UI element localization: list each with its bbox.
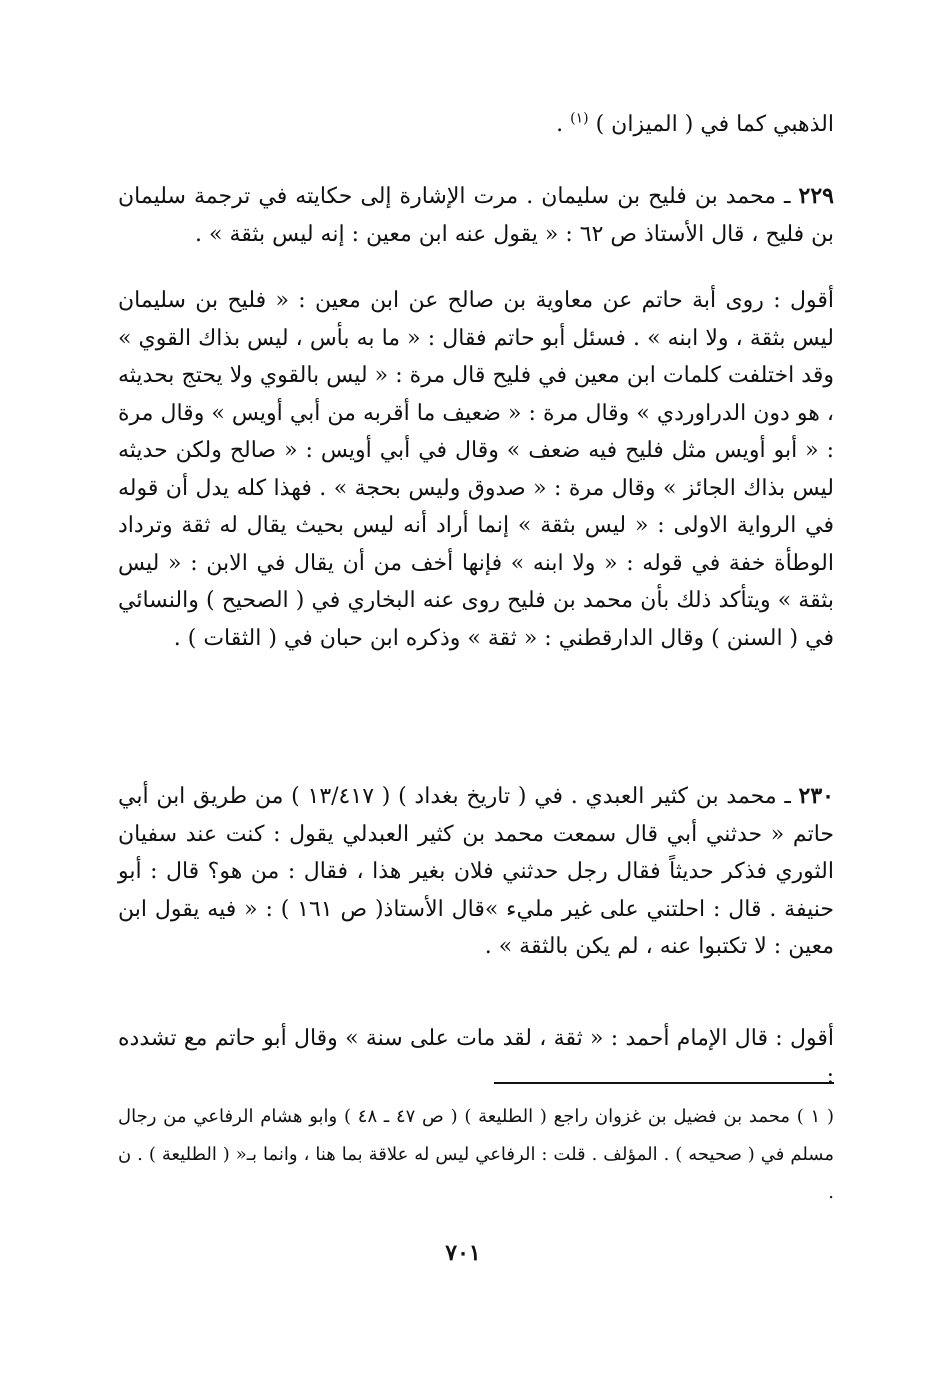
entry-number: ٢٢٩ (798, 183, 834, 209)
entry-229-commentary: أقول : روى أبة حاتم عن معاوية بن صالح عن ابن معين : « فليح بن سليمان ليس بثقة ، ولا ابنه » . فسئل أبو حاتم فقال : « ما به بأس ، ليس بذاك القوي » وقد اختلفت كلمات ابن معين في فليح قال مرة : « ليس بالقوي ولا يحتج بحديثه ، هو دون الدراوردي » وقال مرة : « ضعيف ما أقربه من أبي أويس » وقال مرة : « أبو أويس مثل فليح فيه ضعف » وقال في أبي أويس : « صالح ولكن حديثه ليس بذاك الجائز » وقال مرة : « صدوق وليس بحجة » . فهذا كله يدل أن قوله في الرواية الاولى : « ليس بثقة » إنما أراد أنه ليس بحيث يقال له ثقة وترداد الوطأة خفة في قوله : « ولا ابنه » فإنها أخف من أن يقال في الابن : « ليس بثقة » ويتأكد ذلك بأن محمد بن فليح روى عنه البخاري في ( الصحيح ) والنسائي في ( السنن ) وقال الدارقطني : « ثقة » وذكره ابن حبان في ( الثقات ) . (118, 288, 834, 651)
footnote: ( ١ ) محمد بن فضيل بن غزوان راجع ( الطليعة ) ( ص ٤٧ ـ ٤٨ ) وابو هشام الرفاعي من رجال مسلم في ( صحيحه ) . المؤلف . قلت : الرفاعي ليس له علاقة بما هنا ، وانما بـ« ( الطليعة ) . ن . (118, 1106, 835, 1203)
footnote-divider (494, 1082, 834, 1084)
entry-229-paragraph (118, 178, 834, 253)
footnote-reference[interactable]: (١) (570, 110, 589, 127)
page-number: ٧٠١ (445, 1240, 481, 1266)
carry-over-paragraph (118, 106, 834, 144)
entry-230-commentary: أقول : قال الإمام أحمد : « ثقة ، لقد مات على سنة » وقال أبو حاتم مع تشدده : (118, 1026, 834, 1089)
carry-over-text: الذهبي كما في ( الميزان ) (595, 112, 834, 137)
carry-over-end: . (556, 112, 564, 137)
entry-number: ٢٣٠ (798, 783, 834, 809)
entry-230-paragraph (118, 778, 834, 966)
entry-text: ـ محمد بن كثير العبدي . في ( تاريخ بغداد ) ( ١٣/٤١٧ ) من طريق ابن أبي حاتم « حدثني أبي قال سمعت محمد بن كثير العبدلي يقول : كنت عند سفيان الثوري فذكر حديثاً فقال رجل حدثني فلان بغير هذا ، فقال : من هو؟ قال : أبو حنيفة . قال : احلتني على غير مليء »قال الأستاذ( ص ١٦١ ) : « فيه يقول ابن معين : لا تكتبوا عنه ، لم يكن بالثقة » . (118, 784, 834, 959)
entry-text: ـ محمد بن فليح بن سليمان . مرت الإشارة إلى حكايته في ترجمة سليمان بن فليح ، قال الأستاذ ص ٦٢ : « يقول عنه ابن معين : إنه ليس بثقة » . (118, 184, 834, 247)
